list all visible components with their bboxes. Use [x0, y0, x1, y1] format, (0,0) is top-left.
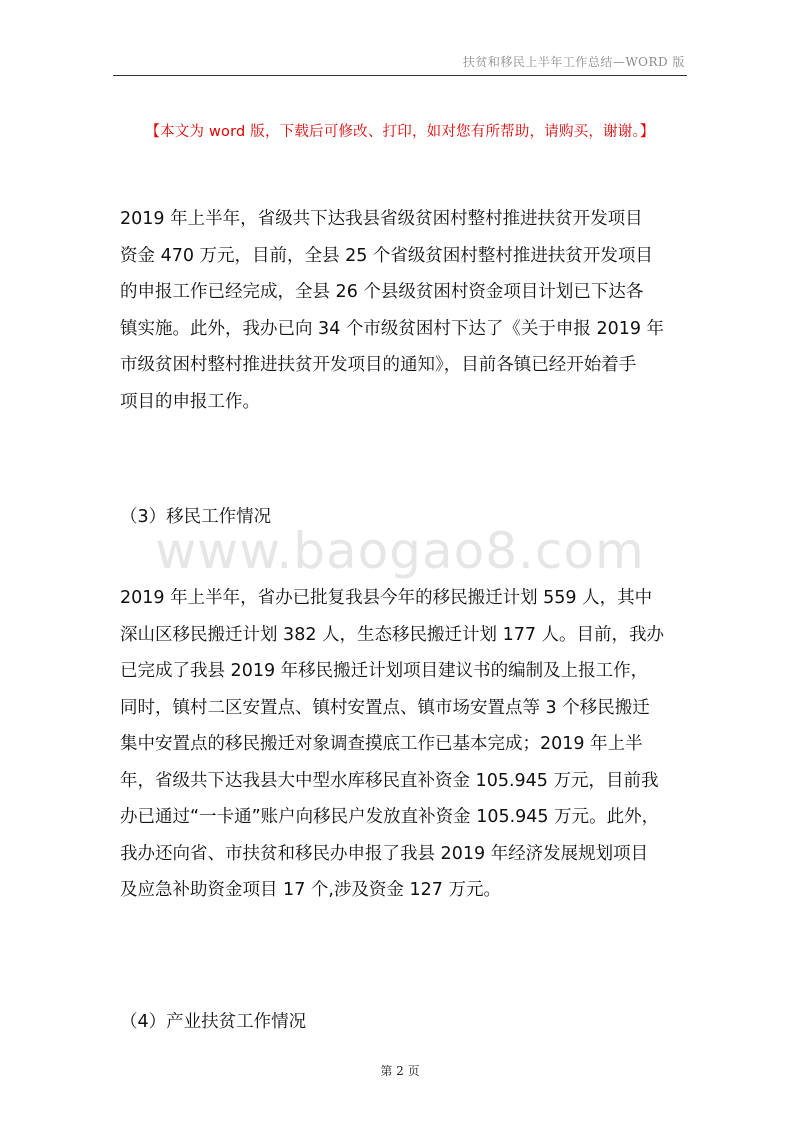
text-line: 我办还向省、市扶贫和移民办申报了我县 2019 年经济发展规划项目: [120, 843, 649, 864]
page-number: 第 2 页: [380, 1064, 420, 1078]
paragraph-migration: [120, 580, 685, 909]
header-divider: [113, 75, 687, 76]
text-line: 集中安置点的移民搬迁对象调查摸底工作已基本完成；2019 年上半: [120, 734, 643, 754]
section-heading-migration: （3）移民工作情况: [120, 507, 272, 527]
text-line: 深山区移民搬迁计划 382 人，生态移民搬迁计划 177 人。目前，我办: [120, 624, 665, 645]
text-line: 2019 年上半年，省级共下达我县省级贫困村整村推进扶贫开发项目: [120, 209, 643, 229]
text-line: 年，省级共下达我县大中型水库移民直补资金 105.945 万元，目前我: [120, 770, 659, 791]
header-title: 扶贫和移民上半年工作总结—WORD 版: [462, 55, 685, 69]
text-line: 已完成了我县 2019 年移民搬迁计划项目建议书的编制及上报工作，: [120, 661, 649, 681]
text-line: 办已通过“一卡通”账户向移民户发放直补资金 105.945 万元。此外，: [120, 807, 660, 827]
text-line: 市级贫困村整村推进扶贫开发项目的通知》，目前各镇已经开始着手: [120, 355, 637, 375]
section-heading-industry: （4）产业扶贫工作情况: [120, 1012, 307, 1032]
text-line: 同时，镇村二区安置点、镇村安置点、镇市场安置点等 3 个移民搬迁: [120, 697, 650, 718]
text-line: 项目的申报工作。: [120, 391, 260, 412]
purchase-notice: 【本文为 word 版，下载后可修改、打印，如对您有所帮助，请购买，谢谢。】: [145, 124, 655, 140]
watermark: www.baogao8.com: [155, 522, 645, 580]
text-line: 2019 年上半年，省办已批复我县今年的移民搬迁计划 559 人，其中: [120, 588, 653, 608]
text-line: 及应急补助资金项目 17 个,涉及资金 127 万元。: [120, 880, 501, 900]
text-line: 的申报工作已经完成，全县 26 个县级贫困村资金项目计划已下达各: [120, 282, 644, 302]
text-line: 资金 470 万元，目前，全县 25 个省级贫困村整村推进扶贫开发项目: [120, 245, 653, 266]
text-line: 镇实施。此外，我办已向 34 个市级贫困村下达了《关于申报 2019 年: [120, 318, 665, 339]
paragraph-poverty-projects: [120, 201, 685, 420]
